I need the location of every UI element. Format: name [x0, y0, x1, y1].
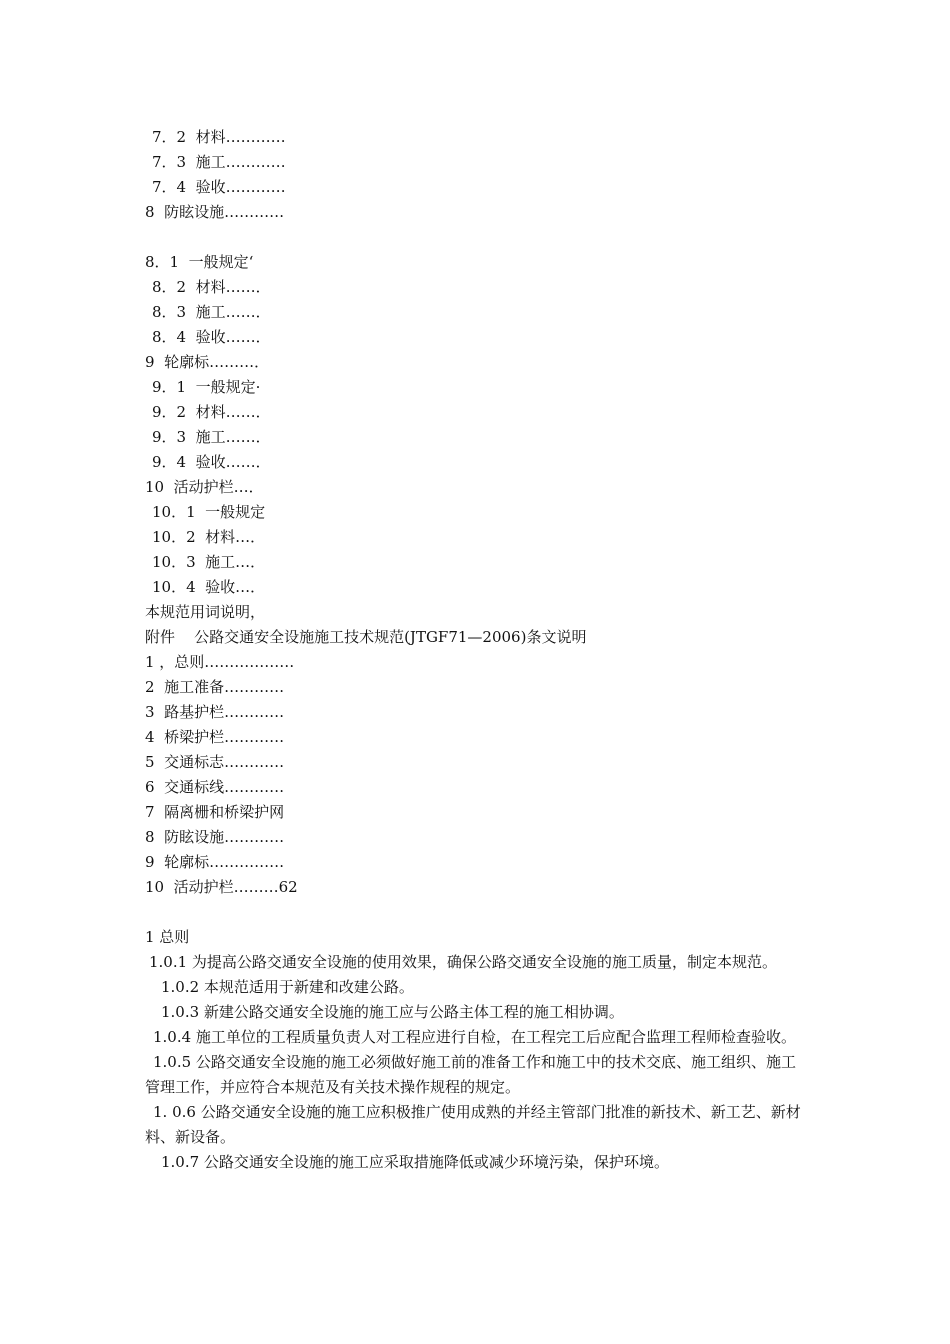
toc-entry: 8 防眩设施………… — [145, 828, 285, 846]
toc-entry: 8 防眩设施………… — [145, 203, 285, 221]
toc-entry: 1 ，总则……………… — [145, 653, 295, 671]
toc-entry: 5 交通标志………… — [145, 753, 285, 771]
toc-list-part2 — [145, 250, 810, 900]
clause-paragraph: 1. 0.6 公路交通安全设施的施工应积极推广使用成熟的并经主管部门批准的新技术、新工艺、新材料、新设备。 — [145, 1103, 801, 1146]
toc-entry: 8．2 材料……． — [152, 278, 271, 296]
section-heading: 1 总则 — [145, 928, 190, 946]
toc-entry: 7．3 施工………… — [152, 153, 286, 171]
blank-line — [145, 900, 810, 925]
toc-entry: 3 路基护栏………… — [145, 703, 285, 721]
toc-entry: 10 活动护栏…． — [145, 478, 264, 496]
toc-entry: 9．2 材料……． — [152, 403, 271, 421]
toc-entry: 8．3 施工……． — [152, 303, 271, 321]
toc-entry: 7．2 材料………… — [152, 128, 286, 146]
toc-entry: 6 交通标线………… — [145, 778, 285, 796]
clause-paragraph: 1.0.7 公路交通安全设施的施工应采取措施降低或减少环境污染，保护环境。 — [161, 1153, 669, 1171]
toc-entry: 附件 公路交通安全设施施工技术规范(JTGF71—2006)条文说明 — [145, 628, 587, 646]
toc-entry: 10．4 验收…． — [152, 578, 266, 596]
toc-list-part1 — [145, 125, 810, 225]
toc-entry: 9．3 施工……． — [152, 428, 271, 446]
toc-entry: 9．1 一般规定· — [152, 378, 261, 396]
toc-entry: 10．2 材料…． — [152, 528, 266, 546]
clause-list — [145, 950, 810, 1175]
clause-paragraph: 1.0.4 施工单位的工程质量负责人对工程应进行自检，在工程完工后应配合监理工程师检查验收。 — [153, 1028, 796, 1046]
toc-entry: 7．4 验收………… — [152, 178, 286, 196]
clause-paragraph: 1.0.2 本规范适用于新建和改建公路。 — [161, 978, 414, 996]
toc-entry: 8．4 验收……． — [152, 328, 271, 346]
toc-entry: 2 施工准备………… — [145, 678, 285, 696]
document-page — [145, 125, 810, 1175]
clause-paragraph: 1.0.3 新建公路交通安全设施的施工应与公路主体工程的施工相协调。 — [161, 1003, 624, 1021]
toc-entry: 9．4 验收……． — [152, 453, 271, 471]
clause-paragraph: 1.0.5 公路交通安全设施的施工必须做好施工前的准备工作和施工中的技术交底、施工组织、施工管理工作，并应符合本规范及有关技术操作规程的规定。 — [145, 1053, 796, 1096]
toc-entry: 9 轮廓标………． — [145, 353, 270, 371]
toc-entry: 8．1 一般规定‘ — [145, 253, 254, 271]
toc-entry: 4 桥梁护栏………… — [145, 728, 285, 746]
toc-entry: 9 轮廓标…………… — [145, 853, 285, 871]
toc-entry: 7 隔离栅和桥梁护网 — [145, 803, 285, 821]
clause-paragraph: 1.0.1 为提高公路交通安全设施的使用效果，确保公路交通安全设施的施工质量，制定本规范。 — [149, 953, 777, 971]
toc-entry: 10 活动护栏………62 — [145, 878, 298, 896]
blank-line — [145, 225, 810, 250]
toc-entry: 10．1 一般规定 — [152, 503, 266, 521]
toc-entry: 本规范用词说明， — [145, 603, 266, 621]
toc-entry: 10．3 施工…． — [152, 553, 266, 571]
